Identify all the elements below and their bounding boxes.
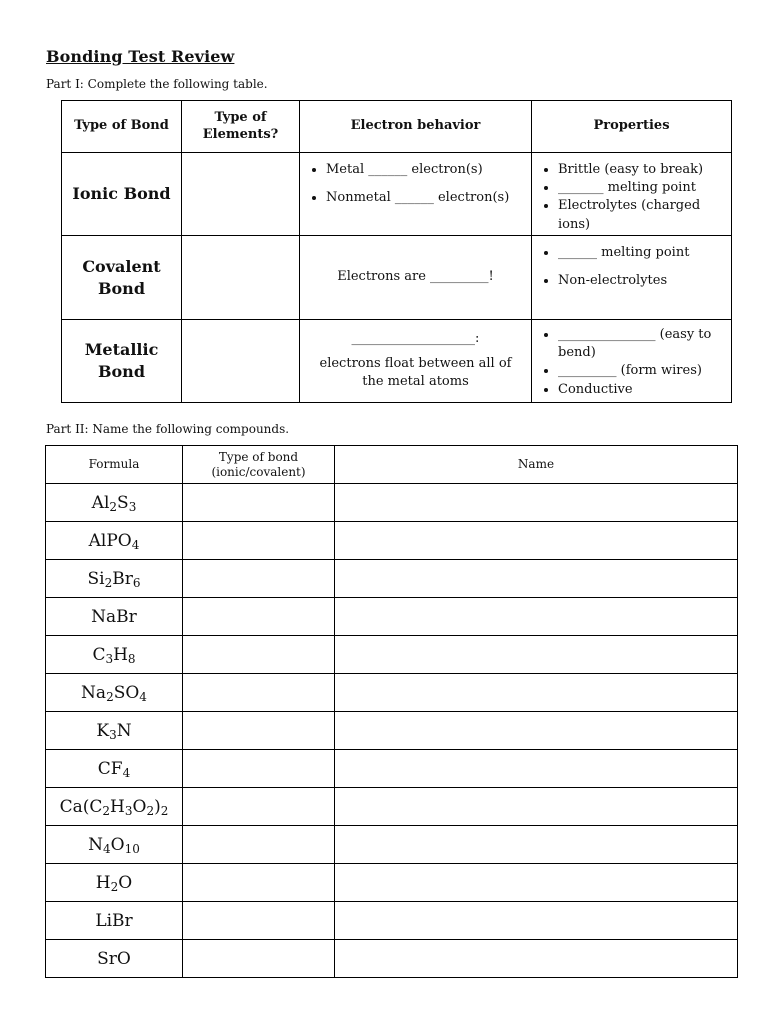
formula-text: SrO [97, 948, 131, 969]
formula-cell [46, 598, 183, 636]
bond-type-answer-cell[interactable] [183, 560, 335, 598]
table-row [46, 598, 738, 636]
formula-text: N [116, 720, 132, 741]
formula-cell [46, 560, 183, 598]
answer-cell[interactable] [182, 320, 300, 403]
formula-cell [46, 940, 183, 978]
table-row [46, 864, 738, 902]
list-item: • Nonmetal ______ electron(s) [326, 189, 531, 208]
list-item: • ______ melting point [558, 244, 731, 263]
formula-text: NaBr [91, 606, 137, 627]
formula-subscript: 4 [103, 841, 111, 856]
table-row [46, 750, 738, 788]
header-type-of-elements: Type of Elements? [182, 101, 300, 153]
electron-behavior-ionic [300, 153, 532, 236]
bond-name-ionic: Ionic Bond [62, 153, 182, 236]
list-item: • Non-electrolytes [558, 272, 731, 291]
bond-type-answer-cell[interactable] [183, 598, 335, 636]
list-item: • Brittle (easy to break) [558, 161, 731, 179]
compound-name-answer-cell[interactable] [335, 712, 738, 750]
formula-text: H [113, 644, 128, 665]
formula-subscript: 6 [132, 575, 141, 590]
bond-name-metallic: Metallic Bond [62, 320, 182, 403]
bond-type-answer-cell[interactable] [183, 522, 335, 560]
compound-name-answer-cell[interactable] [335, 940, 738, 978]
list-item: • Conductive [558, 381, 731, 399]
compound-name-answer-cell[interactable] [335, 522, 738, 560]
table-row [46, 560, 738, 598]
bond-type-answer-cell[interactable] [183, 484, 335, 522]
formula-subscript: 2 [160, 803, 169, 818]
table-row [46, 902, 738, 940]
formula-cell [46, 902, 183, 940]
formula-subscript: 3 [128, 499, 137, 514]
formula-subscript: 2 [104, 575, 113, 590]
formula-subscript: 4 [122, 765, 131, 780]
formula-subscript: 2 [110, 879, 119, 894]
formula-text: O [110, 834, 125, 855]
formula-subscript: 3 [109, 727, 117, 742]
compounds-table [45, 445, 738, 978]
formula-cell [46, 864, 183, 902]
table-header-row [46, 446, 738, 484]
formula-subscript: 10 [124, 841, 140, 856]
table-row [62, 236, 732, 320]
list-item: • Metal ______ electron(s) [326, 161, 531, 180]
bond-type-answer-cell[interactable] [183, 674, 335, 712]
compound-name-answer-cell[interactable] [335, 902, 738, 940]
table-header-row [62, 101, 732, 153]
table-row [46, 522, 738, 560]
formula-text: Ca(C [59, 796, 103, 817]
compound-name-answer-cell[interactable] [335, 864, 738, 902]
header-formula: Formula [46, 446, 183, 484]
compound-name-answer-cell[interactable] [335, 598, 738, 636]
formula-text: Si [87, 568, 105, 589]
header-name: Name [335, 446, 738, 484]
table-row [46, 712, 738, 750]
list-item: • Electrolytes (charged ions) [558, 197, 731, 233]
compound-name-answer-cell[interactable] [335, 636, 738, 674]
formula-cell [46, 674, 183, 712]
formula-text: CF [97, 758, 123, 779]
formula-cell [46, 788, 183, 826]
compound-name-answer-cell[interactable] [335, 484, 738, 522]
formula-text: O [132, 796, 147, 817]
compound-name-answer-cell[interactable] [335, 788, 738, 826]
table-row [46, 484, 738, 522]
formula-subscript: 3 [124, 803, 133, 818]
formula-text: SO [113, 682, 140, 703]
header-properties: Properties [532, 101, 732, 153]
electron-behavior-blank: ___________________: [351, 330, 480, 346]
formula-subscript: 2 [146, 803, 155, 818]
bond-types-table [61, 100, 732, 403]
list-item: • _______________ (easy to bend) [558, 326, 731, 362]
bond-name-covalent: Covalent Bond [62, 236, 182, 320]
compound-name-answer-cell[interactable] [335, 750, 738, 788]
bond-type-answer-cell[interactable] [183, 940, 335, 978]
formula-cell [46, 750, 183, 788]
formula-text: AlPO [88, 530, 132, 551]
properties-ionic [532, 153, 732, 236]
bond-type-answer-cell[interactable] [183, 636, 335, 674]
bond-type-answer-cell[interactable] [183, 712, 335, 750]
formula-text: ) [154, 796, 161, 817]
bond-type-answer-cell[interactable] [183, 788, 335, 826]
formula-cell [46, 522, 183, 560]
header-type-of-bond: Type of Bond [62, 101, 182, 153]
bond-type-answer-cell[interactable] [183, 750, 335, 788]
page-title: Bonding Test Review [46, 47, 235, 66]
formula-subscript: 2 [109, 499, 118, 514]
compound-name-answer-cell[interactable] [335, 560, 738, 598]
formula-text: C [92, 644, 106, 665]
header-type-of-bond: Type of bond (ionic/covalent) [183, 446, 335, 484]
formula-cell [46, 712, 183, 750]
formula-text: H [110, 796, 125, 817]
part2-instruction: Part II: Name the following compounds. [46, 422, 290, 436]
table-row [46, 826, 738, 864]
table-row [46, 788, 738, 826]
list-item: • _______ melting point [558, 179, 731, 197]
electron-behavior-metallic [300, 320, 532, 403]
formula-text: Na [81, 682, 107, 703]
formula-text: LiBr [95, 910, 133, 931]
formula-subscript: 8 [127, 651, 136, 666]
formula-subscript: 2 [106, 689, 114, 704]
compound-name-answer-cell[interactable] [335, 826, 738, 864]
table-row [46, 940, 738, 978]
part1-instruction: Part I: Complete the following table. [46, 77, 268, 91]
formula-cell [46, 484, 183, 522]
formula-text: S [117, 492, 129, 513]
compound-name-answer-cell[interactable] [335, 674, 738, 712]
table-row [46, 674, 738, 712]
formula-subscript: 4 [139, 689, 147, 704]
electron-behavior-covalent: Electrons are _________! [300, 236, 532, 320]
properties-metallic [532, 320, 732, 403]
list-item: • _________ (form wires) [558, 362, 731, 380]
bond-type-answer-cell[interactable] [183, 902, 335, 940]
electron-behavior-text: electrons float between all of the metal atoms [319, 355, 512, 390]
formula-text: O [118, 872, 133, 893]
table-row [62, 320, 732, 403]
bond-type-answer-cell[interactable] [183, 826, 335, 864]
table-row [62, 153, 732, 236]
formula-text: K [96, 720, 110, 741]
properties-covalent [532, 236, 732, 320]
formula-text: N [88, 834, 103, 855]
formula-text: H [95, 872, 111, 893]
answer-cell[interactable] [182, 236, 300, 320]
answer-cell[interactable] [182, 153, 300, 236]
formula-subscript: 3 [105, 651, 114, 666]
formula-subscript: 4 [131, 537, 140, 552]
formula-cell [46, 826, 183, 864]
header-electron-behavior: Electron behavior [300, 101, 532, 153]
formula-cell [46, 636, 183, 674]
bond-type-answer-cell[interactable] [183, 864, 335, 902]
formula-text: Al [91, 492, 110, 513]
formula-subscript: 2 [102, 803, 111, 818]
table-row [46, 636, 738, 674]
formula-text: Br [112, 568, 133, 589]
